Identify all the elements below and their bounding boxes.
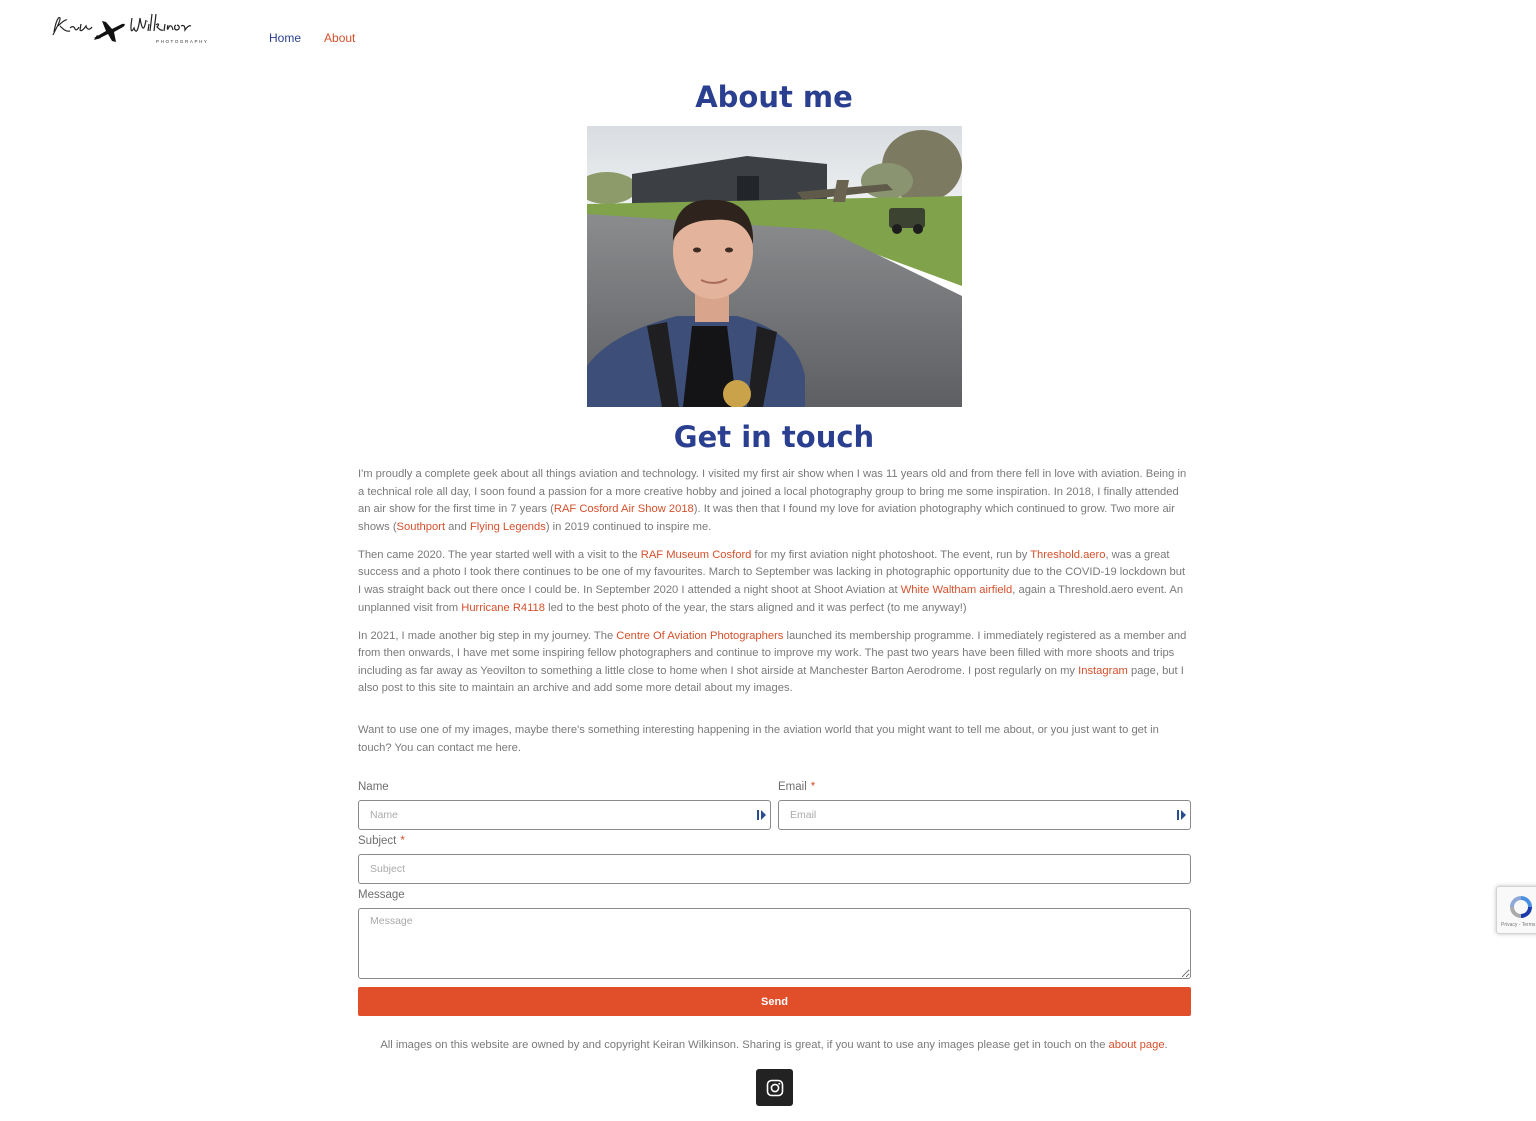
- bio-text: launched its membership programme. I immediately registered as a member and from then onwards, I have met some inspiring fellow photographers and continue to improve my work. The past two years have been filled with more shoots and trips including as far away as Yeovilton to something a little close to home when I shot airside at Manchester Barton Aerodrome. I post regularly on my: [358, 629, 1187, 677]
- bio-text: ) in 2019 continued to inspire me.: [545, 520, 712, 533]
- white-waltham-link[interactable]: White Waltham airfield: [900, 583, 1013, 596]
- instagram-text-link[interactable]: Instagram: [1078, 664, 1128, 677]
- site-logo[interactable]: [50, 12, 210, 52]
- required-mark: *: [400, 835, 405, 847]
- southport-link[interactable]: Southport: [396, 520, 446, 533]
- hurricane-r4118-link[interactable]: Hurricane R4118: [461, 601, 545, 614]
- autofill-icon[interactable]: [1177, 809, 1187, 821]
- bio-text: In 2021, I made another big step in my journey. The: [358, 629, 617, 642]
- get-in-touch-title: Get in touch: [673, 420, 875, 454]
- subject-label-text: Subject: [358, 835, 397, 847]
- email-label: [778, 781, 815, 793]
- recaptcha-text: Privacy - Terms: [1501, 922, 1536, 928]
- bio-text: ). It was then that I found my love for aviation photography which continued to grow. Two more air shows (: [358, 503, 1175, 533]
- email-label-text: Email: [778, 781, 807, 793]
- message-label: Message: [358, 889, 405, 901]
- bio-paragraph-1: [358, 466, 1188, 536]
- copyright-text: All images on this website are owned by and copyright Keiran Wilkinson. Sharing is great, if you want to use any images please get in touch on the: [380, 1039, 1109, 1051]
- contact-cta: Want to use one of my images, maybe there's something interesting happening in the aviation world that you might want to tell me about, or you just want to get in touch? You can contact me here.: [358, 723, 1159, 754]
- about-page-link[interactable]: about page: [1108, 1039, 1165, 1051]
- copyright-notice: [0, 1039, 1536, 1051]
- bio-text: for my first aviation night photoshoot. The event, run by: [751, 548, 1031, 561]
- about-photo: [587, 126, 962, 407]
- email-input[interactable]: [778, 800, 1191, 830]
- instagram-button[interactable]: [756, 1069, 793, 1106]
- name-input[interactable]: [358, 800, 771, 830]
- message-textarea[interactable]: [358, 908, 1191, 979]
- threshold-aero-link[interactable]: Threshold.aero: [1030, 548, 1106, 561]
- bio-paragraph-2: [358, 547, 1188, 617]
- flying-legends-link[interactable]: Flying Legends: [469, 520, 546, 533]
- recaptcha-icon: [1507, 893, 1535, 921]
- name-label: Name: [358, 781, 389, 793]
- instagram-icon: [766, 1079, 784, 1097]
- site-header: [0, 0, 1536, 70]
- subject-input[interactable]: [358, 854, 1191, 884]
- recaptcha-badge[interactable]: [1496, 886, 1536, 934]
- main-nav: [269, 31, 355, 45]
- bio-paragraph-3: [358, 628, 1188, 698]
- bio-text: Then came 2020. The year started well with a visit to the: [358, 548, 641, 561]
- raf-museum-cosford-link[interactable]: RAF Museum Cosford: [640, 548, 752, 561]
- nav-about-link[interactable]: About: [324, 31, 356, 45]
- coap-link[interactable]: Centre Of Aviation Photographers: [616, 629, 784, 642]
- bio-text: and: [445, 520, 470, 533]
- about-title: About me: [695, 80, 853, 114]
- portrait-photo-icon: [587, 126, 962, 407]
- raf-cosford-airshow-link[interactable]: RAF Cosford Air Show 2018: [553, 503, 694, 516]
- plane-icon: [92, 16, 126, 44]
- subject-label: [358, 835, 405, 847]
- send-button[interactable]: Send: [358, 987, 1191, 1016]
- required-mark: *: [810, 781, 816, 793]
- bio-text: page, but I also post to this site to maintain an archive and add some more detail about my images.: [358, 664, 1184, 695]
- bio-text: , again a Threshold.aero event. An unplanned visit from: [358, 583, 1184, 614]
- autofill-icon[interactable]: [757, 809, 767, 821]
- logo-subtitle: PHOTOGRAPHY: [156, 39, 209, 44]
- copyright-text-end: .: [1164, 1039, 1168, 1051]
- bio-content: [358, 466, 1188, 767]
- bio-text: , was a great success and a photo I took there continues to be one of my favourites. March to September was lacking in photographic opportunity due to the COVID-19 lockdown but I was straight back out there once I could be. In September 2020 I attended a night shoot at Shoot Aviation at: [358, 548, 1186, 596]
- bio-text: led to the best photo of the year, the stars aligned and it was perfect (to me anyway!): [544, 601, 967, 614]
- bio-text: I'm proudly a complete geek about all things aviation and technology. I visited my first air show when I was 11 years old and from there fell in love with aviation. Being in a technical role all day, I soon found a passion for a more creative hobby and joined a local photography group to bring me some inspiration. In 2018, I finally attended an air show for the first time in 7 years (: [358, 468, 1187, 516]
- nav-home-link[interactable]: Home: [269, 31, 302, 45]
